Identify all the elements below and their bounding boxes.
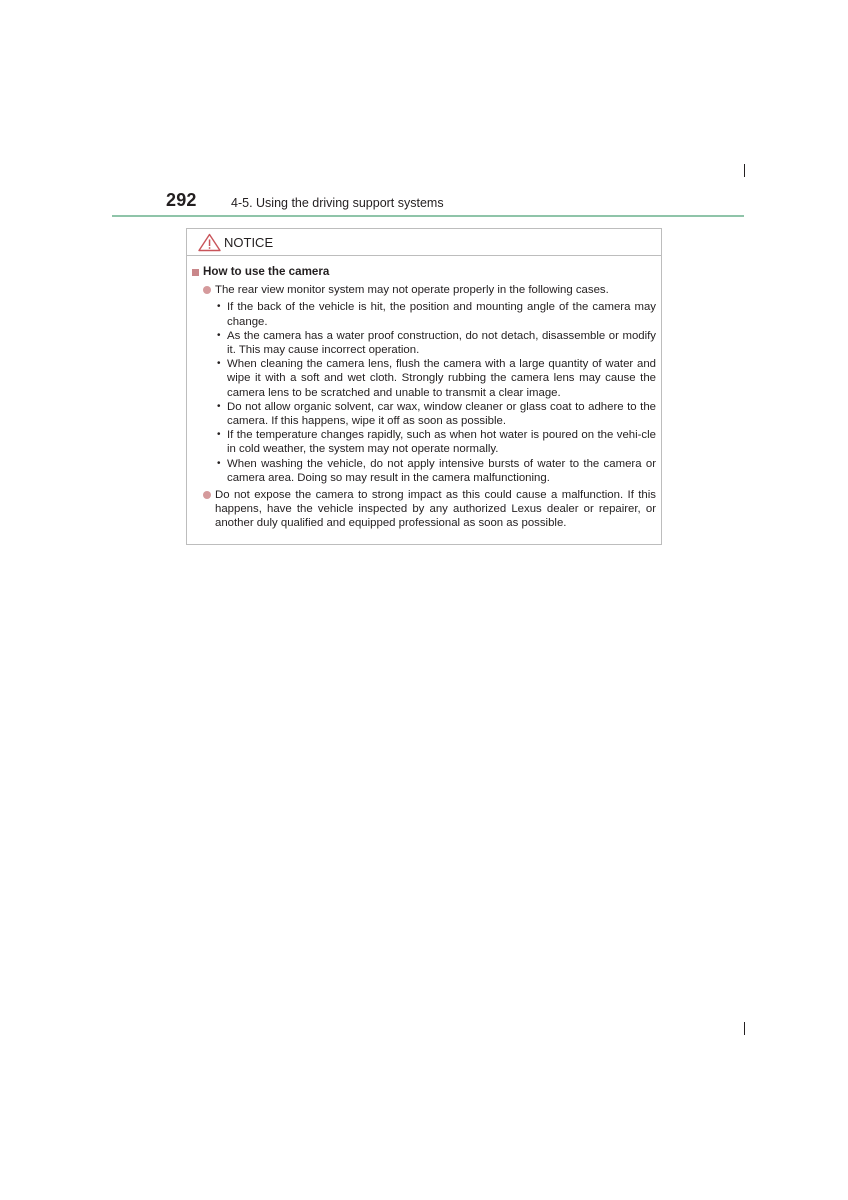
page-number: 292 [166,190,197,210]
notice-body [187,256,661,531]
notice-heading-text: How to use the camera [203,265,330,278]
sub-list-item: • As the camera has a water proof construction, do not detach, disassemble or modify it. This may cause incorrect operation. [217,329,656,357]
sub-list-item: • If the temperature changes rapidly, such as when hot water is poured on the vehi-cle in cold weather, the system may not operate normally. [217,429,656,456]
circle-bullet-icon [203,491,211,499]
section-title: 4-5. Using the driving support systems [231,196,444,210]
notice-label: NOTICE [224,234,274,250]
sub-list-item: • Do not allow organic solvent, car wax, window cleaner or glass coat to adhere to the camera. If this happens, wipe it off as soon as possible. [217,400,656,428]
sub-list [215,300,656,485]
list-item-text: The rear view monitor system may not operate properly in the following cases. [215,284,609,297]
sub-list-item: • If the back of the vehicle is hit, the position and mounting angle of the camera may change. [217,301,656,328]
warning-triangle-icon [198,233,221,252]
header-divider [112,215,744,217]
sub-list-item: • When cleaning the camera lens, flush the camera with a large quantity of water and wipe it with a soft and wet cloth. Strongly rubbing the camera lens may cause the camera lens to be scratched and unable to transmit a clear image. [217,358,656,399]
notice-header [187,229,661,256]
notice-box [186,228,662,545]
list-item [215,283,656,485]
sub-list-item: • When washing the vehicle, do not apply intensive bursts of water to the camera or camera area. Doing so may result in the camera malfunctioning. [217,457,656,484]
square-bullet-icon [192,269,199,276]
list-item [215,488,656,531]
crop-mark-top [744,164,745,177]
notice-heading [192,265,661,279]
list-item-text: Do not expose the camera to strong impact as this could cause a malfunction. If this happens, have the vehicle inspected by any authorized Lexus dealer or repairer, or another duly qualified and equipped professional as soon as possible. [215,489,656,530]
circle-bullet-icon [203,286,211,294]
crop-mark-bottom [744,1022,745,1035]
